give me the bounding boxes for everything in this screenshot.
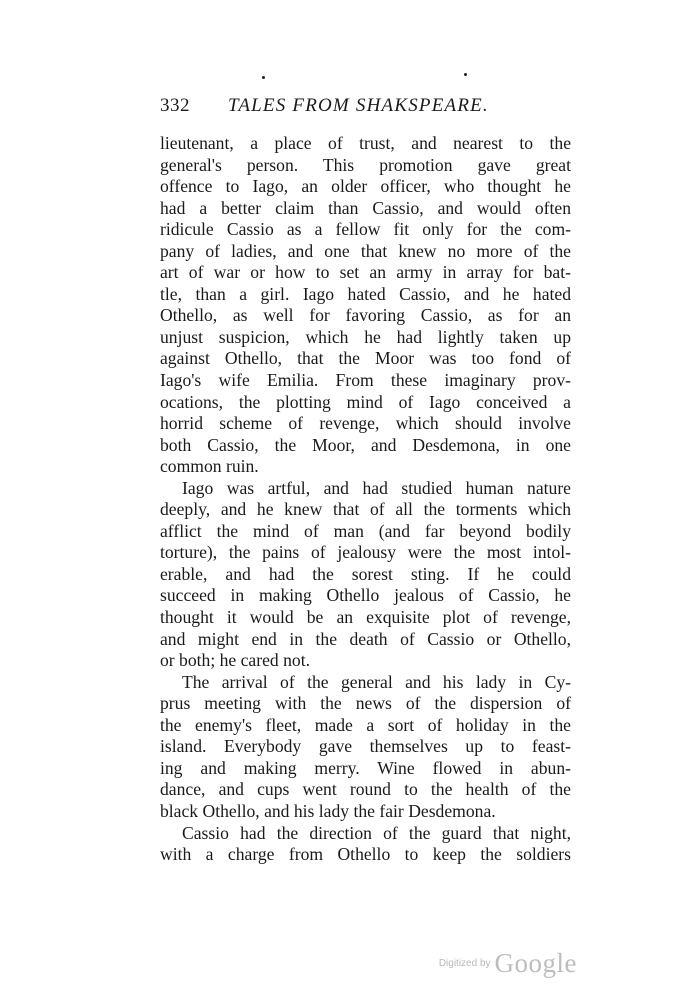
text-line: against Othello, that the Moor was too fond of bbox=[160, 348, 571, 369]
running-title: TALES FROM SHAKSPEARE. bbox=[228, 95, 489, 116]
text-line: pany of ladies, and one that knew no more of the bbox=[160, 240, 571, 261]
text-line: common ruin. bbox=[160, 456, 259, 477]
text-line: prus meeting with the news of the dispersion of bbox=[160, 693, 571, 714]
text-line: and might end in the death of Cassio or Othello, bbox=[160, 628, 571, 649]
text-line: dance, and cups went round to the health of the bbox=[160, 779, 571, 800]
text-line: tle, than a girl. Iago hated Cassio, and he hated bbox=[160, 283, 571, 304]
text-line: unjust suspicion, which he had lightly taken up bbox=[160, 326, 571, 347]
text-line: art of war or how to set an army in array for bat- bbox=[160, 262, 571, 283]
text-line: lieutenant, a place of trust, and nearest to the bbox=[160, 133, 571, 153]
text-line: horrid scheme of revenge, which should involve bbox=[160, 413, 571, 434]
text-line: with a charge from Othello to keep the soldiers bbox=[160, 844, 571, 865]
text-line: torture), the pains of jealousy were the most intol- bbox=[160, 542, 571, 563]
text-line: The arrival of the general and his lady in Cy- bbox=[182, 671, 571, 692]
text-line: thought it would be an exquisite plot of revenge, bbox=[160, 607, 571, 628]
text-line: Iago's wife Emilia. From these imaginary prov- bbox=[160, 370, 571, 391]
ink-speck bbox=[464, 73, 467, 76]
google-logo: Google bbox=[494, 948, 577, 978]
text-line: ing and making merry. Wine flowed in abun- bbox=[160, 757, 571, 778]
digitized-by-google-watermark bbox=[439, 948, 577, 978]
watermark-prefix: Digitized by bbox=[438, 958, 491, 969]
text-line: afflict the mind of man (and far beyond bodily bbox=[160, 520, 571, 541]
text-line: or both; he cared not. bbox=[160, 650, 310, 671]
text-line: Iago was artful, and had studied human nature bbox=[182, 477, 571, 498]
page-header bbox=[160, 95, 580, 125]
text-line: erable, and had the sorest sting. If he could bbox=[160, 563, 571, 584]
text-line: succeed in making Othello jealous of Cassio, he bbox=[160, 585, 571, 606]
text-line: Cassio had the direction of the guard that night, bbox=[182, 822, 571, 843]
text-line: general's person. This promotion gave great bbox=[160, 154, 571, 175]
ink-speck bbox=[262, 76, 265, 79]
text-line: offence to Iago, an older officer, who thought he bbox=[160, 176, 571, 197]
text-line: black Othello, and his lady the fair Desdemona. bbox=[160, 800, 496, 821]
text-line: the enemy's fleet, made a sort of holiday in the bbox=[160, 714, 571, 735]
text-line: had a better claim than Cassio, and would often bbox=[160, 197, 571, 218]
text-line: ocations, the plotting mind of Iago conceived a bbox=[160, 391, 571, 412]
text-line: Othello, as well for favoring Cassio, as for an bbox=[160, 305, 571, 326]
text-line: both Cassio, the Moor, and Desdemona, in one bbox=[160, 434, 571, 455]
body-text bbox=[160, 133, 571, 866]
text-line: ridicule Cassio as a fellow fit only for the com- bbox=[160, 219, 571, 240]
text-line: island. Everybody gave themselves up to feast- bbox=[160, 736, 571, 757]
page-number: 332 bbox=[160, 95, 190, 116]
text-line: deeply, and he knew that of all the torments which bbox=[160, 499, 571, 520]
